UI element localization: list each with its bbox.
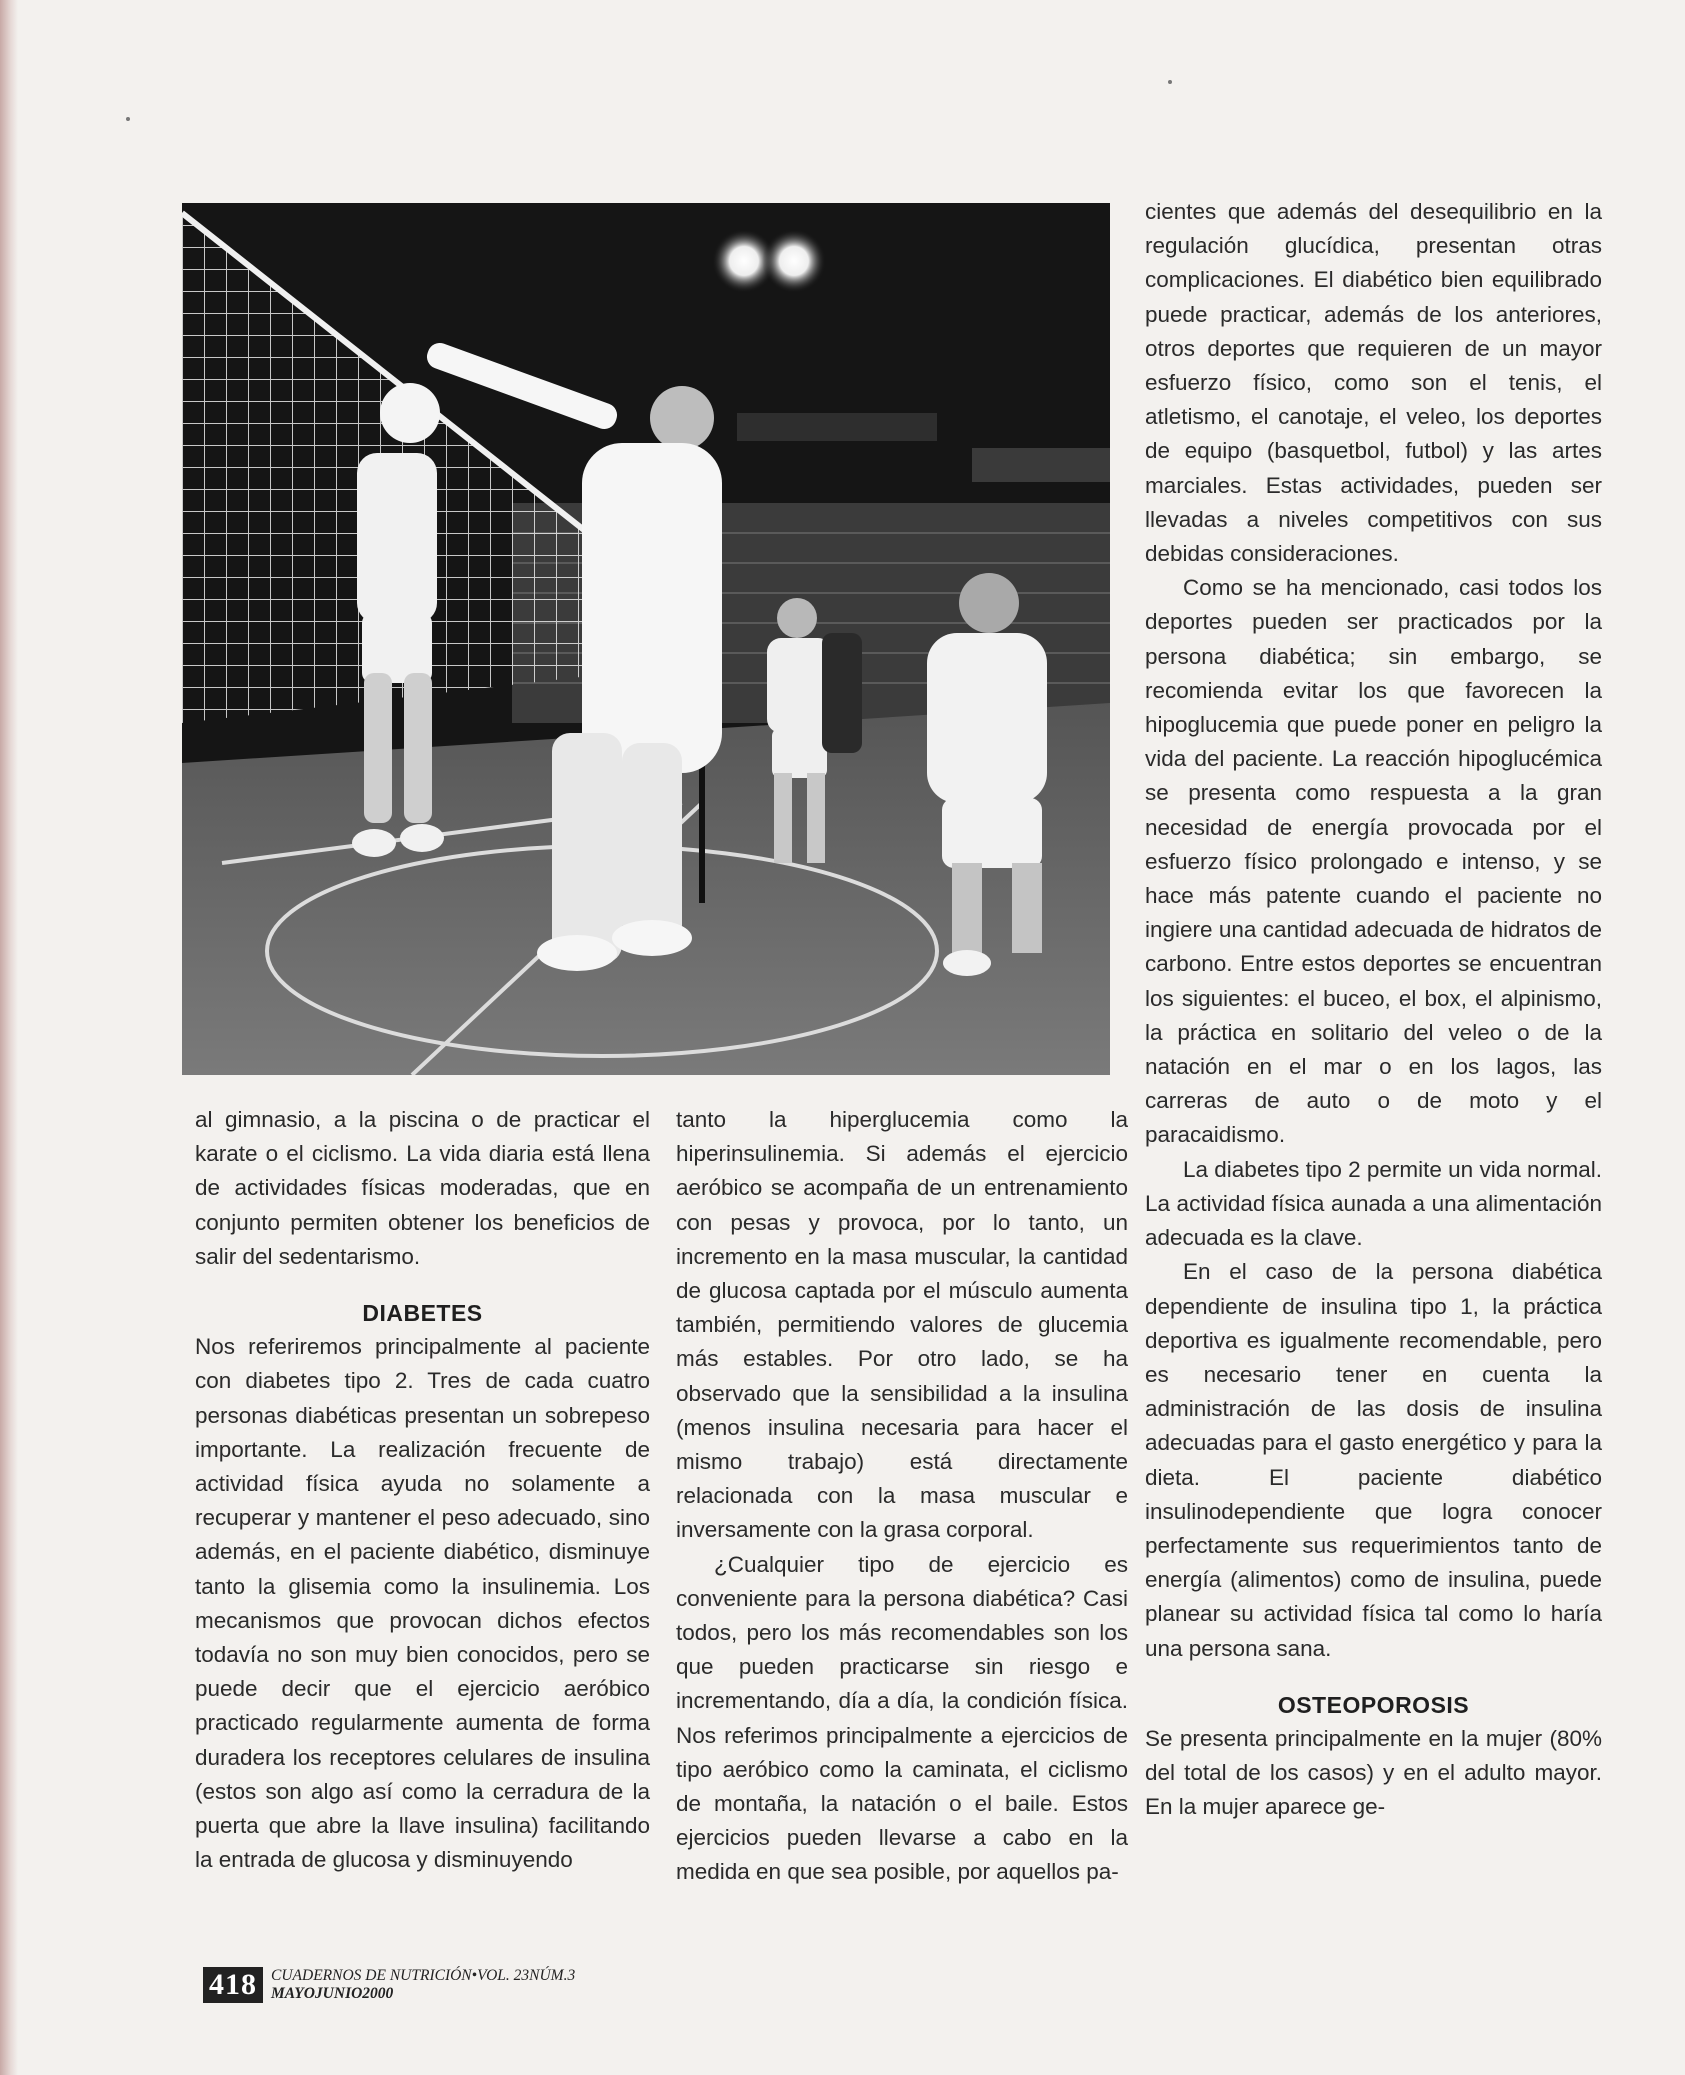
paragraph: al gimnasio, a la piscina o de practicar el karate o el ciclismo. La vida diaria está llena de actividades físicas moderadas, que en conjunto permiten obtener los beneficios de salir del sedentarismo. (195, 1107, 650, 1269)
page-footer (203, 1965, 575, 2005)
paragraph: En el caso de la persona diabética dependiente de insulina tipo 1, la práctica deportiva es igualmente recomendable, pero es necesario tener en cuenta la administración de las dosis de insulina adecuadas para el gasto energético y para la dieta. El paciente diabético insulinodependiente que logra conocer perfectamente sus requerimientos tanto de energía (alimentos) como de insulina, puede planear su actividad física tal como lo haría una persona sana. (1145, 1259, 1602, 1661)
volleyball-scene (182, 203, 1110, 1075)
paragraph: Se presenta principalmente en la mujer (80% del total de los casos) y en el adulto mayor. En la mujer aparece ge- (1145, 1725, 1602, 1820)
scan-speck (1168, 80, 1172, 84)
page-edge (0, 0, 18, 2075)
column-3 (1145, 195, 1602, 1825)
journal-title: CUADERNOS DE NUTRICIÓN•VOL. 23NÚM.3 (271, 1967, 576, 1984)
paragraph: cientes que además del desequilibrio en la regulación glucídica, presentan otras complicaciones. El diabético bien equilibrado puede practicar, además de los anteriores, otros deportes que requieren de un mayor esfuerzo físico, como son el tenis, el atletismo, el canotaje, el veleo, los deportes de equipo (basquetbol, futbol) y las artes marciales. Estas actividades, pueden ser llevadas a niveles competitivos con sus debidas consideraciones. (1145, 199, 1602, 567)
journal-date: MAYOJUNIO2000 (271, 1985, 394, 2002)
paragraph: Nos referiremos principalmente al paciente con diabetes tipo 2. Tres de cada cuatro personas diabéticas presentan un sobrepeso importante. La realización frecuente de actividad física ayuda no solamente a recuperar y mantener el peso adecuado, sino además, en el paciente diabético, disminuye tanto la glisemia como la insulinemia. Los mecanismos que provocan dichos efectos todavía no son muy bien conocidos, pero se puede decir que el ejercicio aeróbico practicado regularmente aumenta de forma duradera los receptores celulares de insulina (estos son algo así como la cerradura de la puerta que abre la llave insulina) facilitando la entrada de glucosa y disminuyendo (195, 1334, 650, 1873)
section-heading-diabetes: DIABETES (362, 1300, 483, 1327)
column-2 (676, 1103, 1128, 1890)
page-number: 418 (203, 1967, 263, 2003)
column-1 (195, 1103, 650, 1877)
paragraph: Como se ha mencionado, casi todos los deportes pueden ser practicados por la persona diabética; sin embargo, se recomienda evitar los que favorecen la hipoglucemia que puede poner en peligro la vida del paciente. La reacción hipoglucémica se presenta como respuesta a la gran necesidad de energía provocada por el esfuerzo físico prolongado e intenso, y se hace más patente cuando el paciente no ingiere una cantidad adecuada de hidratos de carbono. Entre estos deportes se encuentran los siguientes: el buceo, el box, el alpinismo, la práctica en solitario del veleo o de la natación en el mar o en los lagos, las carreras de auto o de moto y el paracaidismo. (1145, 575, 1602, 1148)
scan-speck (126, 117, 130, 121)
paragraph: tanto la hiperglucemia como la hiperinsulinemia. Si además el ejercicio aeróbico se acompaña de un entrenamiento con pesas y provoca, por lo tanto, un incremento en la masa muscular, la cantidad de glucosa captada por el músculo aumenta también, permitiendo valores de glucemia más estables. Por otro lado, se ha observado que la sensibilidad a la insulina (menos insulina necesaria para hacer el mismo trabajo) está directamente relacionada con la masa muscular e inversamente con la grasa corporal. (676, 1107, 1128, 1543)
volleyball-photo (182, 203, 1110, 1075)
journal-info (271, 1967, 575, 2003)
section-heading-osteoporosis: OSTEOPOROSIS (1277, 1691, 1470, 1718)
paragraph: ¿Cualquier tipo de ejercicio es conveniente para la persona diabética? Casi todos, pero los más recomendables son los que pueden practicarse sin riesgo e incrementando, día a día, la condición física. Nos referimos principalmente a ejercicios de tipo aeróbico como la caminata, el ciclismo de montaña, la natación o el baile. Estos ejercicios pueden llevarse a cabo en la medida en que sea posible, por aquellos pa- (676, 1551, 1128, 1885)
paragraph: La diabetes tipo 2 permite un vida normal. La actividad física aunada a una alimentación adecuada es la clave. (1145, 1156, 1602, 1251)
